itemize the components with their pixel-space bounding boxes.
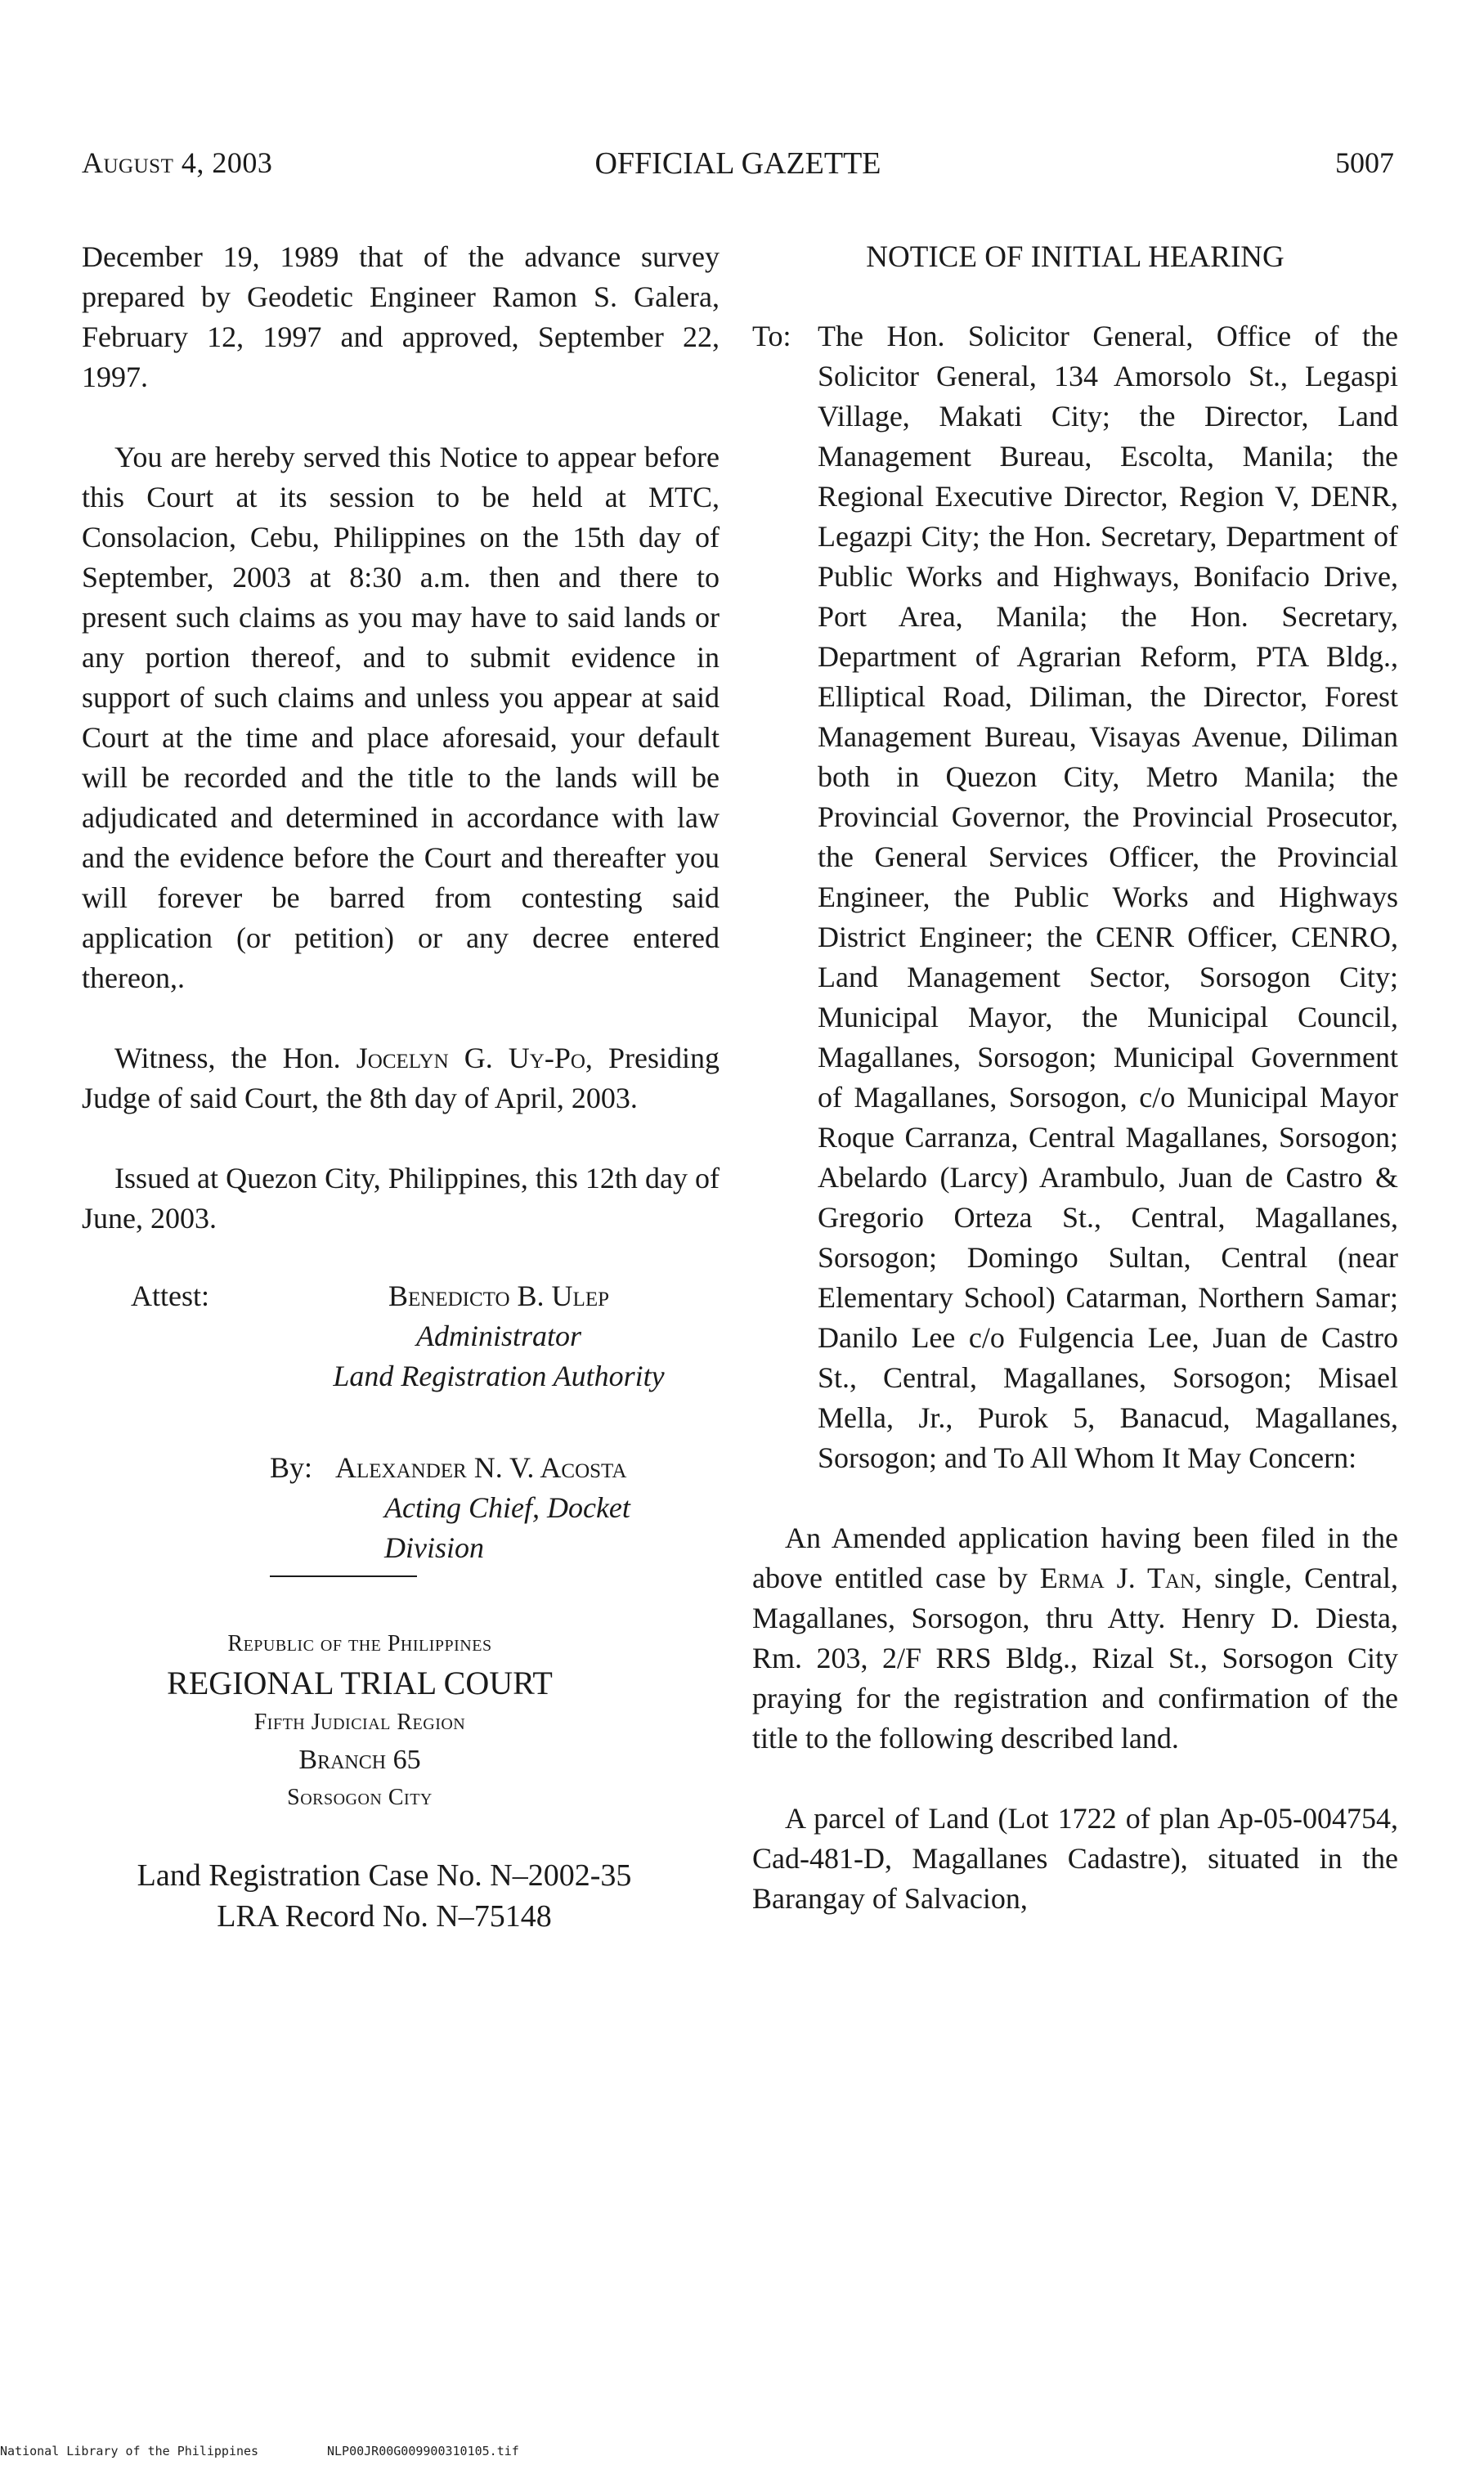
case-number: Land Registration Case No. N–2002-35 [137,1858,632,1893]
attest-block [82,1276,720,1564]
parcel-paragraph: A parcel of Land (Lot 1722 of plan Ap-05-004754, Cad-481-D, Magallanes Cadastre), situated in the Barangay of Salvacion, [752,1802,1398,1915]
application-prefix: An Amended application having been filed in the above entitled case by [752,1522,1398,1594]
city-line: Sorsogon City [287,1785,433,1810]
witness-paragraph [82,1038,720,1118]
docket-chief-name: Alexander N. V. Acosta [335,1451,627,1484]
addressee-block [752,316,1398,1478]
issued-paragraph: Issued at Quezon City, Philippines, this 12th day of June, 2003. [82,1162,720,1235]
scan-filename: NLP00JR00G009900310105.tif [327,2444,519,2458]
court-heading [41,1626,679,1816]
administrator-name: Benedicto B. Ulep [388,1280,609,1312]
docket-chief-title: Acting Chief, Docket Division [384,1491,630,1564]
left-column [82,237,720,1937]
application-rest: single, Central, Magallanes, Sorsogon, thru Atty. Henry D. Diesta, Rm. 203, 2/F RRS Bldg., Rizal St., Sorsogon City praying for the registration and confirmation of the title to the following described land. [752,1562,1399,1755]
publication-title: OFFICIAL GAZETTE [594,146,881,181]
page-header [82,146,1394,186]
continuation-paragraph: December 19, 1989 that of the advance survey prepared by Geodetic Engineer Ramon S. Galera, February 12, 1997 and approved, September 22, 1997. [82,240,720,393]
administrator-office: Land Registration Authority [333,1360,665,1392]
docket-chief-signature-block [335,1448,728,1568]
judge-name: Jocelyn G. Uy-Po, [356,1042,593,1074]
section-divider [270,1575,417,1577]
applicant-name: Erma J. Tan, [1039,1562,1203,1594]
issue-date: August 4, 2003 [82,146,273,179]
right-column [752,237,1398,1919]
court-name: REGIONAL TRIAL COURT [167,1665,553,1701]
attest-label: Attest: [131,1280,209,1312]
application-paragraph [752,1518,1398,1759]
witness-prefix: Witness, the Hon. [114,1042,341,1074]
notice-paragraph: You are hereby served this Notice to appear before this Court at its session to be held at MTC, Consolacion, Cebu, Philippines on the 15th day of September, 2003 at 8:30 a.m. then and there to present such claims as you may have to said lands or any portion thereof, and to submit evidence in support of such claims and unless you appear at said Court at the time and place aforesaid, your default will be recorded and the title to the lands will be adjudicated and determined in accordance with law and the evidence before the Court and thereafter you will forever be barred from contesting said application (or petition) or any decree entered thereon,. [82,441,720,994]
page-number: 5007 [1335,146,1394,179]
witness-suffix: Presiding Judge of said Court, the 8th day of April, 2003. [82,1042,720,1114]
to-label: To: [752,320,791,352]
case-numbers [65,1855,703,1937]
lra-record-number: LRA Record No. N–75148 [217,1899,552,1934]
notice-title: NOTICE OF INITIAL HEARING [866,240,1284,274]
branch-line: Branch 65 [298,1745,421,1775]
administrator-title: Administrator [415,1320,582,1352]
judicial-region: Fifth Judicial Region [253,1710,466,1735]
by-label: By: [270,1451,313,1484]
addressee-list: The Hon. Solicitor General, Office of the Solicitor General, 134 Amorsolo St., Legaspi Village, Makati City; the Director, Land Management Bureau, Escolta, Manila; the Regional Executive Director, Region V, DENR, Legazpi City; the Hon. Secretary, Department of Public Works and Highways, Bonifacio Drive, Port Area, Manila; the Hon. Secretary, Department of Agrarian Reform, PTA Bldg., Elliptical Road, Diliman, the Director, Forest Management Bureau, Visayas Avenue, Diliman both in Quezon City, Metro Manila; the Provincial Governor, the Provincial Prosecutor, the General Services Officer, the Provincial Engineer, the Public Works and Highways District Engineer; the CENR Officer, CENRO, Land Management Sector, Sorsogon City; Municipal Mayor, the Municipal Council, Magallanes, Sorsogon; Municipal Government of Magallanes, Sorsogon, c/o Municipal Mayor Roque Carranza, Central Magallanes, Sorsogon; Abelardo (Larcy) Arambulo, Juan de Castro & Gregorio Orteza St., Central, Magallanes, Sorsogon; Domingo Sultan, Central (near Elementary School) Catarman, Northern Samar; Danilo Lee c/o Fulgencia Lee, Juan de Castro St., Central, Magallanes, Sorsogon; Misael Mella, Jr., Purok 5, Banacud, Magallanes, Sorsogon; and To All Whom It May Concern: [818,320,1398,1474]
scan-footer [0,2444,1484,2462]
republic-line: Republic of the Philippines [227,1631,492,1656]
administrator-signature-block [286,1276,711,1396]
library-credit: National Library of the Philippines [0,2444,259,2458]
